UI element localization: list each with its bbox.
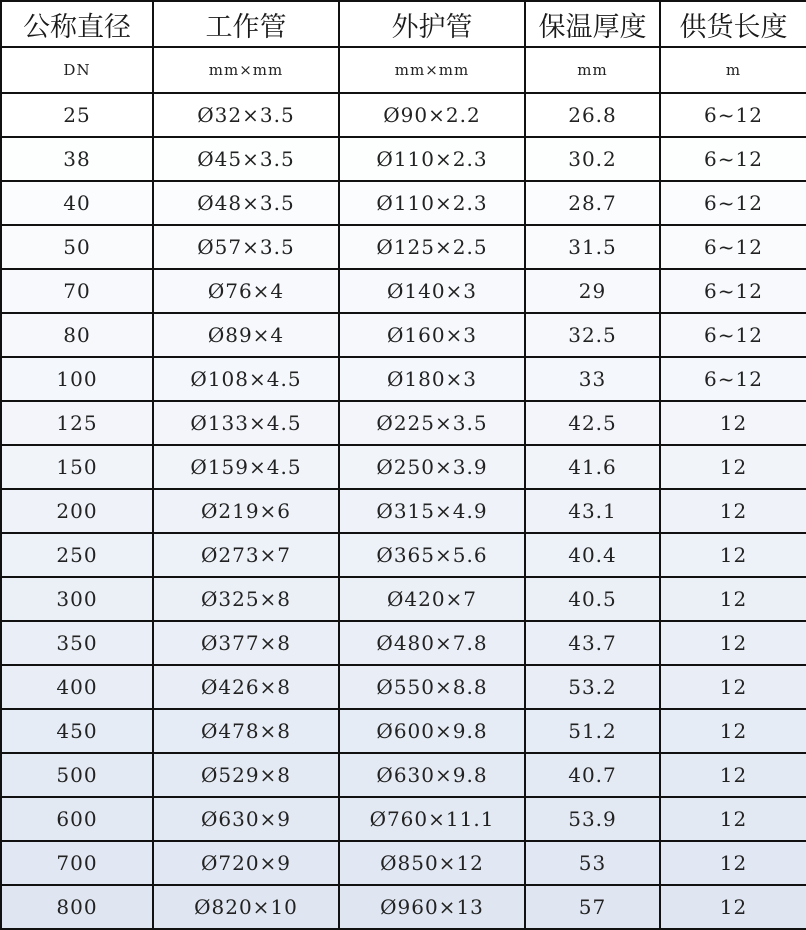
table-row xyxy=(1,709,806,753)
cell-length: 12 xyxy=(660,401,806,445)
cell-insulation: 43.7 xyxy=(525,621,660,665)
cell-working-pipe: Ø478×8 xyxy=(153,709,339,753)
table-row xyxy=(1,137,806,181)
cell-length: 6~12 xyxy=(660,137,806,181)
cell-dn: 500 xyxy=(1,753,153,797)
table-row xyxy=(1,577,806,621)
table-row xyxy=(1,841,806,885)
cell-outer-pipe: Ø110×2.3 xyxy=(339,181,525,225)
cell-dn: 150 xyxy=(1,445,153,489)
table-row xyxy=(1,225,806,269)
cell-length: 12 xyxy=(660,445,806,489)
cell-insulation: 53 xyxy=(525,841,660,885)
cell-working-pipe: Ø159×4.5 xyxy=(153,445,339,489)
unit-cell: mm×mm xyxy=(339,47,525,93)
header-supply-length: 供货长度 xyxy=(660,1,806,47)
cell-dn: 200 xyxy=(1,489,153,533)
cell-dn: 300 xyxy=(1,577,153,621)
cell-outer-pipe: Ø420×7 xyxy=(339,577,525,621)
cell-length: 12 xyxy=(660,841,806,885)
unit-cell: mm xyxy=(525,47,660,93)
cell-outer-pipe: Ø630×9.8 xyxy=(339,753,525,797)
cell-insulation: 28.7 xyxy=(525,181,660,225)
cell-dn: 100 xyxy=(1,357,153,401)
cell-working-pipe: Ø630×9 xyxy=(153,797,339,841)
cell-outer-pipe: Ø760×11.1 xyxy=(339,797,525,841)
table-row xyxy=(1,797,806,841)
table-row xyxy=(1,181,806,225)
cell-dn: 125 xyxy=(1,401,153,445)
cell-outer-pipe: Ø160×3 xyxy=(339,313,525,357)
cell-outer-pipe: Ø90×2.2 xyxy=(339,93,525,137)
table-row xyxy=(1,753,806,797)
cell-outer-pipe: Ø960×13 xyxy=(339,885,525,929)
cell-dn: 800 xyxy=(1,885,153,929)
cell-insulation: 42.5 xyxy=(525,401,660,445)
cell-working-pipe: Ø426×8 xyxy=(153,665,339,709)
cell-dn: 700 xyxy=(1,841,153,885)
cell-working-pipe: Ø48×3.5 xyxy=(153,181,339,225)
table-row xyxy=(1,885,806,929)
cell-dn: 80 xyxy=(1,313,153,357)
cell-working-pipe: Ø820×10 xyxy=(153,885,339,929)
cell-insulation: 26.8 xyxy=(525,93,660,137)
cell-insulation: 53.2 xyxy=(525,665,660,709)
cell-working-pipe: Ø108×4.5 xyxy=(153,357,339,401)
cell-length: 6~12 xyxy=(660,313,806,357)
cell-insulation: 40.4 xyxy=(525,533,660,577)
cell-insulation: 40.5 xyxy=(525,577,660,621)
header-row xyxy=(1,1,806,47)
cell-outer-pipe: Ø600×9.8 xyxy=(339,709,525,753)
cell-length: 12 xyxy=(660,533,806,577)
cell-outer-pipe: Ø550×8.8 xyxy=(339,665,525,709)
cell-dn: 600 xyxy=(1,797,153,841)
cell-dn: 400 xyxy=(1,665,153,709)
cell-outer-pipe: Ø365×5.6 xyxy=(339,533,525,577)
cell-working-pipe: Ø89×4 xyxy=(153,313,339,357)
cell-outer-pipe: Ø250×3.9 xyxy=(339,445,525,489)
header-nominal-diameter: 公称直径 xyxy=(1,1,153,47)
cell-working-pipe: Ø133×4.5 xyxy=(153,401,339,445)
cell-length: 12 xyxy=(660,577,806,621)
cell-dn: 350 xyxy=(1,621,153,665)
cell-insulation: 31.5 xyxy=(525,225,660,269)
cell-length: 6~12 xyxy=(660,225,806,269)
cell-working-pipe: Ø57×3.5 xyxy=(153,225,339,269)
cell-outer-pipe: Ø125×2.5 xyxy=(339,225,525,269)
cell-working-pipe: Ø45×3.5 xyxy=(153,137,339,181)
header-insulation-thickness: 保温厚度 xyxy=(525,1,660,47)
cell-working-pipe: Ø76×4 xyxy=(153,269,339,313)
cell-dn: 25 xyxy=(1,93,153,137)
cell-length: 12 xyxy=(660,489,806,533)
table-row xyxy=(1,93,806,137)
cell-dn: 50 xyxy=(1,225,153,269)
cell-working-pipe: Ø529×8 xyxy=(153,753,339,797)
cell-working-pipe: Ø32×3.5 xyxy=(153,93,339,137)
cell-length: 6~12 xyxy=(660,357,806,401)
table-row xyxy=(1,665,806,709)
cell-length: 12 xyxy=(660,709,806,753)
cell-insulation: 40.7 xyxy=(525,753,660,797)
cell-length: 12 xyxy=(660,753,806,797)
cell-insulation: 53.9 xyxy=(525,797,660,841)
cell-length: 6~12 xyxy=(660,269,806,313)
cell-insulation: 57 xyxy=(525,885,660,929)
table-row xyxy=(1,313,806,357)
cell-dn: 38 xyxy=(1,137,153,181)
cell-working-pipe: Ø720×9 xyxy=(153,841,339,885)
table-row xyxy=(1,489,806,533)
unit-cell: DN xyxy=(1,47,153,93)
cell-length: 6~12 xyxy=(660,93,806,137)
cell-dn: 70 xyxy=(1,269,153,313)
cell-length: 12 xyxy=(660,621,806,665)
cell-insulation: 33 xyxy=(525,357,660,401)
cell-length: 12 xyxy=(660,665,806,709)
cell-outer-pipe: Ø480×7.8 xyxy=(339,621,525,665)
cell-insulation: 41.6 xyxy=(525,445,660,489)
cell-outer-pipe: Ø110×2.3 xyxy=(339,137,525,181)
cell-length: 6~12 xyxy=(660,181,806,225)
cell-insulation: 32.5 xyxy=(525,313,660,357)
table-row xyxy=(1,533,806,577)
cell-outer-pipe: Ø225×3.5 xyxy=(339,401,525,445)
cell-outer-pipe: Ø180×3 xyxy=(339,357,525,401)
cell-outer-pipe: Ø315×4.9 xyxy=(339,489,525,533)
cell-insulation: 29 xyxy=(525,269,660,313)
cell-outer-pipe: Ø850×12 xyxy=(339,841,525,885)
unit-cell: mm×mm xyxy=(153,47,339,93)
table-row xyxy=(1,357,806,401)
table-row xyxy=(1,621,806,665)
cell-dn: 40 xyxy=(1,181,153,225)
cell-dn: 450 xyxy=(1,709,153,753)
table-row xyxy=(1,401,806,445)
header-working-pipe: 工作管 xyxy=(153,1,339,47)
cell-working-pipe: Ø325×8 xyxy=(153,577,339,621)
cell-insulation: 51.2 xyxy=(525,709,660,753)
cell-insulation: 43.1 xyxy=(525,489,660,533)
cell-length: 12 xyxy=(660,885,806,929)
cell-outer-pipe: Ø140×3 xyxy=(339,269,525,313)
unit-cell: m xyxy=(660,47,806,93)
header-outer-pipe: 外护管 xyxy=(339,1,525,47)
cell-insulation: 30.2 xyxy=(525,137,660,181)
units-row xyxy=(1,47,806,93)
table-row xyxy=(1,269,806,313)
cell-length: 12 xyxy=(660,797,806,841)
cell-working-pipe: Ø377×8 xyxy=(153,621,339,665)
cell-working-pipe: Ø219×6 xyxy=(153,489,339,533)
cell-working-pipe: Ø273×7 xyxy=(153,533,339,577)
cell-dn: 250 xyxy=(1,533,153,577)
table-row xyxy=(1,445,806,489)
